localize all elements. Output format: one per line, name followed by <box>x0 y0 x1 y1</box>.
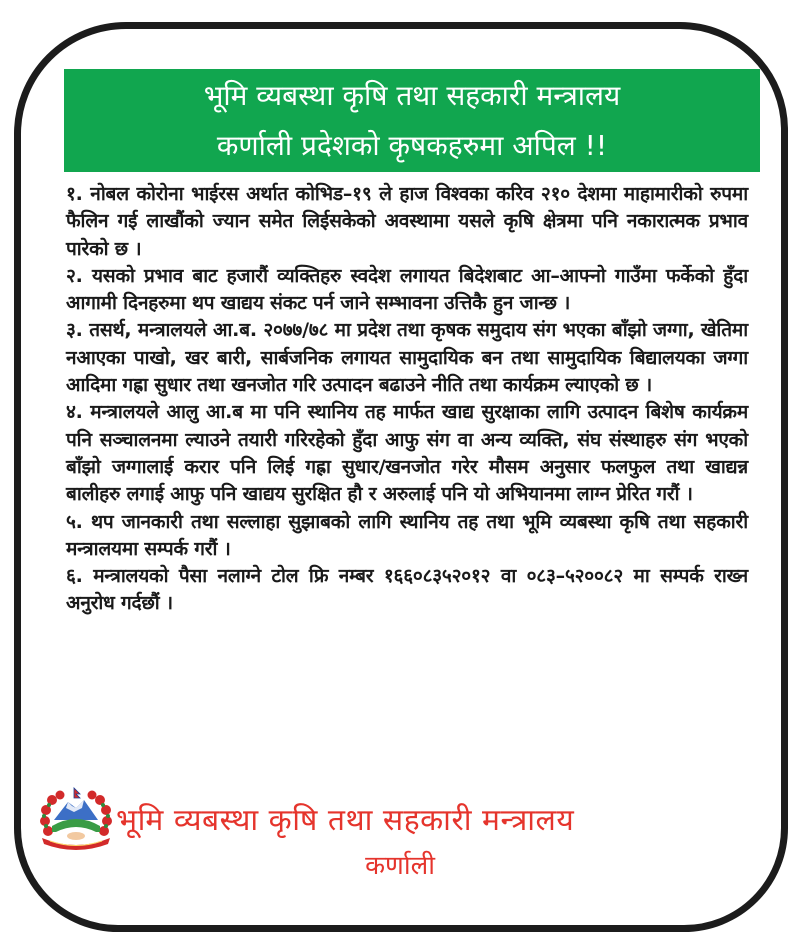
footer-ministry-name: भूमि व्यबस्था कृषि तथा सहकारी मन्त्रालय <box>116 803 575 838</box>
banner-ministry-title: भूमि व्यबस्था कृषि तथा सहकारी मन्त्रालय <box>203 79 621 112</box>
appeal-point-4: ४. मन्त्रालयले आलु आ.ब मा पनि स्थानिय तह मार्फत खाद्य सुरक्षाका लागि उत्पादन बिशेष कार्यक्रम पनि सञ्चालनमा ल्याउने तयारी गरिरहेको हुँदा आफु संग वा अन्य व्यक्ति, संघ संस्थाहरु संग भएको बाँझो जग्गालाई करार पनि लिई गह्रा सुधार/खनजोत गरेर मौसम अनुसार फलफुल तथा खाद्यन्न बालीहरु लगाई आफु पनि खाद्यय सुरक्षित हौ र अरुलाई पनि यो अभियानमा लाग्न प्रेरित गरौं । <box>66 401 748 506</box>
appeal-point-6: ६. मन्त्रालयको पैसा नलाग्ने टोल फ्रि नम्बर १६६०८३५२०१२ वा ०८३–५२००८२ मा सम्पर्क राख्न अनुरोध गर्दछौं । <box>66 565 748 615</box>
footer-province-name <box>0 846 800 882</box>
banner-appeal-title: कर्णाली प्रदेशको कृषकहरुमा अपिल !! <box>216 129 608 162</box>
footer-province-label: कर्णाली <box>365 851 435 881</box>
appeal-body <box>66 181 748 618</box>
appeal-point-5: ५. थप जानकारी तथा सल्लाहा सुझाबको लागि स्थानिय तह तथा भूमि व्यबस्था कृषि तथा सहकारी मन्त्रालयमा सम्पर्क गरौं । <box>66 510 748 560</box>
appeal-point-2: २. यसको प्रभाव बाट हजारौं व्यक्तिहरु स्वदेश लगायत बिदेशबाट आ–आफ्नो गाउँमा फर्केको हुँदा आगामी दिनहरुमा थप खाद्यय संकट पर्न जाने सम्भावना उत्तिकै हुन जान्छ । <box>66 264 748 315</box>
nepal-government-emblem-icon <box>38 786 114 852</box>
header-banner <box>64 69 760 172</box>
appeal-point-1: १. नोबल कोरोना भाईरस अर्थात कोभिड–१९ ले हाज विश्वका करिव २१० देशमा माहामारीको रुपमा फैलिन गई लाखौंको ज्यान समेत लिईसकेको अवस्थामा यसले कृषि क्षेत्रमा पनि नकारात्मक प्रभाव पारेको छ । <box>66 183 748 260</box>
appeal-point-3: ३. तसर्थ, मन्त्रालयले आ.ब. २०७७/७८ मा प्रदेश तथा कृषक समुदाय संग भएका बाँझो जग्गा, खेतिमा नआएका पाखो, खर बारी, सार्बजनिक लगायत सामुदायिक बन तथा सामुदायिक बिद्यालयका जग्गा आदिमा गह्रा सुधार तथा खनजोत गरि उत्पादन बढाउने नीति तथा कार्यक्रम ल्याएको छ । <box>66 319 748 397</box>
